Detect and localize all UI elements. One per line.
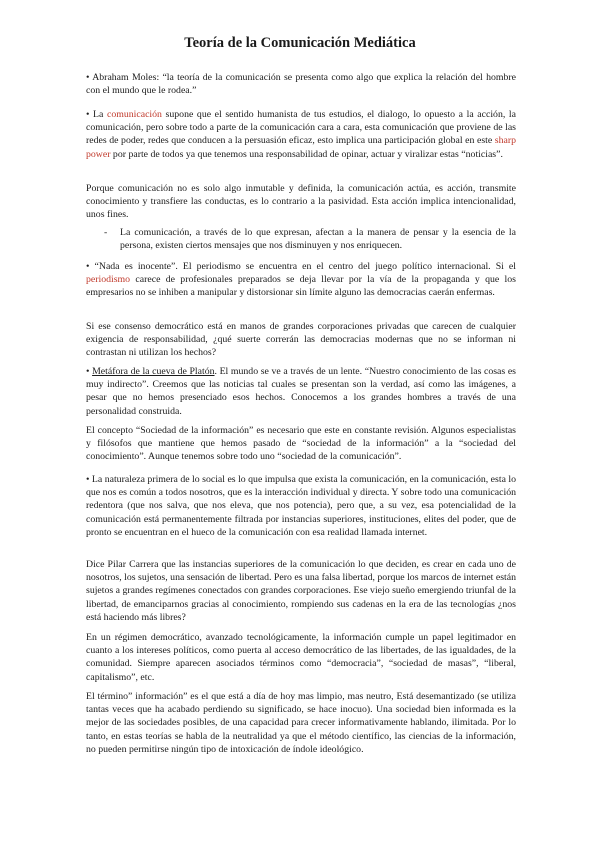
paragraph-text: Abraham Moles: “la teoría de la comunicación se presenta como algo que explica la relación del hombre con el mundo que le rodea.” <box>86 72 516 97</box>
paragraph-termino-informacion: El término” información” es el que está a día de hoy mas limpio, mas neutro, Está desemantizado (se utiliza tantas veces que ha acabado perdiendo su significado, se hace inocuo). Una sociedad bien informada es la mejor de las sociedades posibles, de una capacidad para crecer informativamente hablando, ilimitada. Por lo tanto, en estas teorías se habla de la neutralidad ya que el método científico, las ciencias de la información, no pueden permitirse ningún tipo de intoxicación de índole ideológico. <box>86 691 516 755</box>
bullet-glyph: • <box>86 366 90 377</box>
bullet-glyph: • <box>86 72 90 83</box>
paragraph-comunicacion <box>86 108 516 161</box>
paragraph-text: La naturaleza primera de lo social es lo que impulsa que exista la comunicación, en la comunicación, esta lo que nos es común a todos nosotros, que es la interacción individual y directa. Y sobre todo una comunicación redentora (que nos salva, que nos eleva, que nos potencia), pero que, a su vez, esa potencialidad de la comunicación está permanentemente filtrada por instancias superiores, instituciones, elites del poder, que de pronto se encuentran en el hueco de la comunicación con esa realidad llamada internet. <box>86 474 516 538</box>
highlighted-term-sharp-power: sharp power <box>86 135 516 160</box>
text-segment: por parte de todos ya que tenemos una responsabilidad de opinar, actuar y viralizar estas “noticias”. <box>110 148 503 160</box>
text-segment: “Nada es inocente”. El periodismo se encuentra en el centro del juego político internacional. Si el <box>94 261 516 272</box>
paragraph-naturaleza-social <box>86 473 516 539</box>
paragraph-dash-item: La comunicación, a través de lo que expresan, afectan a la manera de pensar y la esencia de la persona, existen ciertos mensajes que nos disminuyen y nos enriquecen. <box>120 227 516 252</box>
text-segment: . El mundo se ve a través de un lente. “Nuestro conocimiento de las cosas es muy indirecto”. Creemos que las noticias tal cuales se presentan son la verdad, así como las imágenes, a pesar que no hemos presenciado esos hechos. Conocemos a los grandes hombres a través de una personalidad construida. <box>86 366 516 417</box>
paragraph-regimen-democratico: En un régimen democrático, avanzado tecnológicamente, la información cumple un papel legitimador en cuanto a los intereses políticos, como puerta al acceso democrático de las libertades, de las igualdades, de la comunidad. Siempre aparecen asociados términos como “democracia”, “sociedad de masas”, “liberal, capitalismo”, etc. <box>86 632 516 683</box>
paragraph-pilar-carrera: Dice Pilar Carrera que las instancias superiores de la comunicación lo que deciden, es crear en cada uno de nosotros, los sujetos, una sensación de libertad. Pero es una falsa libertad, porque los marcos de internet están sujetos a grandes regímenes conectados con grandes corporaciones. Ese viejo sueño emergiendo triunfal de la libertad, de emanciparnos gracias al conocimiento, rompiendo sus cadenas en la era de las tecnologías ¿nos está haciendo más libres? <box>86 559 516 623</box>
bullet-glyph: • <box>86 474 90 485</box>
highlighted-term-comunicacion: comunicación <box>107 109 162 120</box>
page-title: Teoría de la Comunicación Mediática <box>184 35 416 51</box>
text-segment: La <box>93 109 107 120</box>
paragraph-nada-es-inocente <box>86 260 516 300</box>
bullet-glyph: • <box>86 261 90 272</box>
bullet-glyph: • <box>86 109 90 120</box>
text-segment: supone que el sentido humanista de tus estudios, el dialogo, lo opuesto a la acción, la comunicación, pero sobre todo a parte de la comunicación cara a cara, esta comunicación que proviene de las redes de poder, redes que conducen a la persuasión eficaz, esto implica una participación global en este <box>86 109 516 147</box>
paragraph-moles-quote <box>86 71 516 97</box>
paragraph-accion: Porque comunicación no es solo algo inmutable y definida, la comunicación actúa, es acción, transmite conocimiento y transfiere las conductas, es lo contrario a la pasividad. Esta acción implica intencionalidad, unos fines. <box>86 183 516 221</box>
text-segment: carece de profesionales preparados se deja llevar por la vía de la propaganda y que los empresarios no se inhiben a manipular y distorsionar sin límite alguno las democracias caerán enfermas. <box>86 274 516 299</box>
dash-marker: - <box>104 227 108 238</box>
paragraph-consenso: Si ese consenso democrático está en manos de grandes corporaciones privadas que carecen de cualquier exigencia de responsabilidad, ¿qué suerte correrán las democracias modernas que no se informan ni contrastan ni utilizan los hechos? <box>86 321 516 359</box>
paragraph-sociedad-informacion: El concepto “Sociedad de la información” es necesario que este en constante revisión. Algunos especialistas y filósofos que mantiene que hemos pasado de “sociedad de la información” a la “sociedad del conocimiento”. Aunque tenemos sobre todo uno “sociedad de la comunicación”. <box>86 425 516 463</box>
underlined-term-platon: Metáfora de la cueva de Platón <box>92 366 215 377</box>
paragraph-platon <box>86 365 516 418</box>
highlighted-term-periodismo: periodismo <box>86 274 131 286</box>
